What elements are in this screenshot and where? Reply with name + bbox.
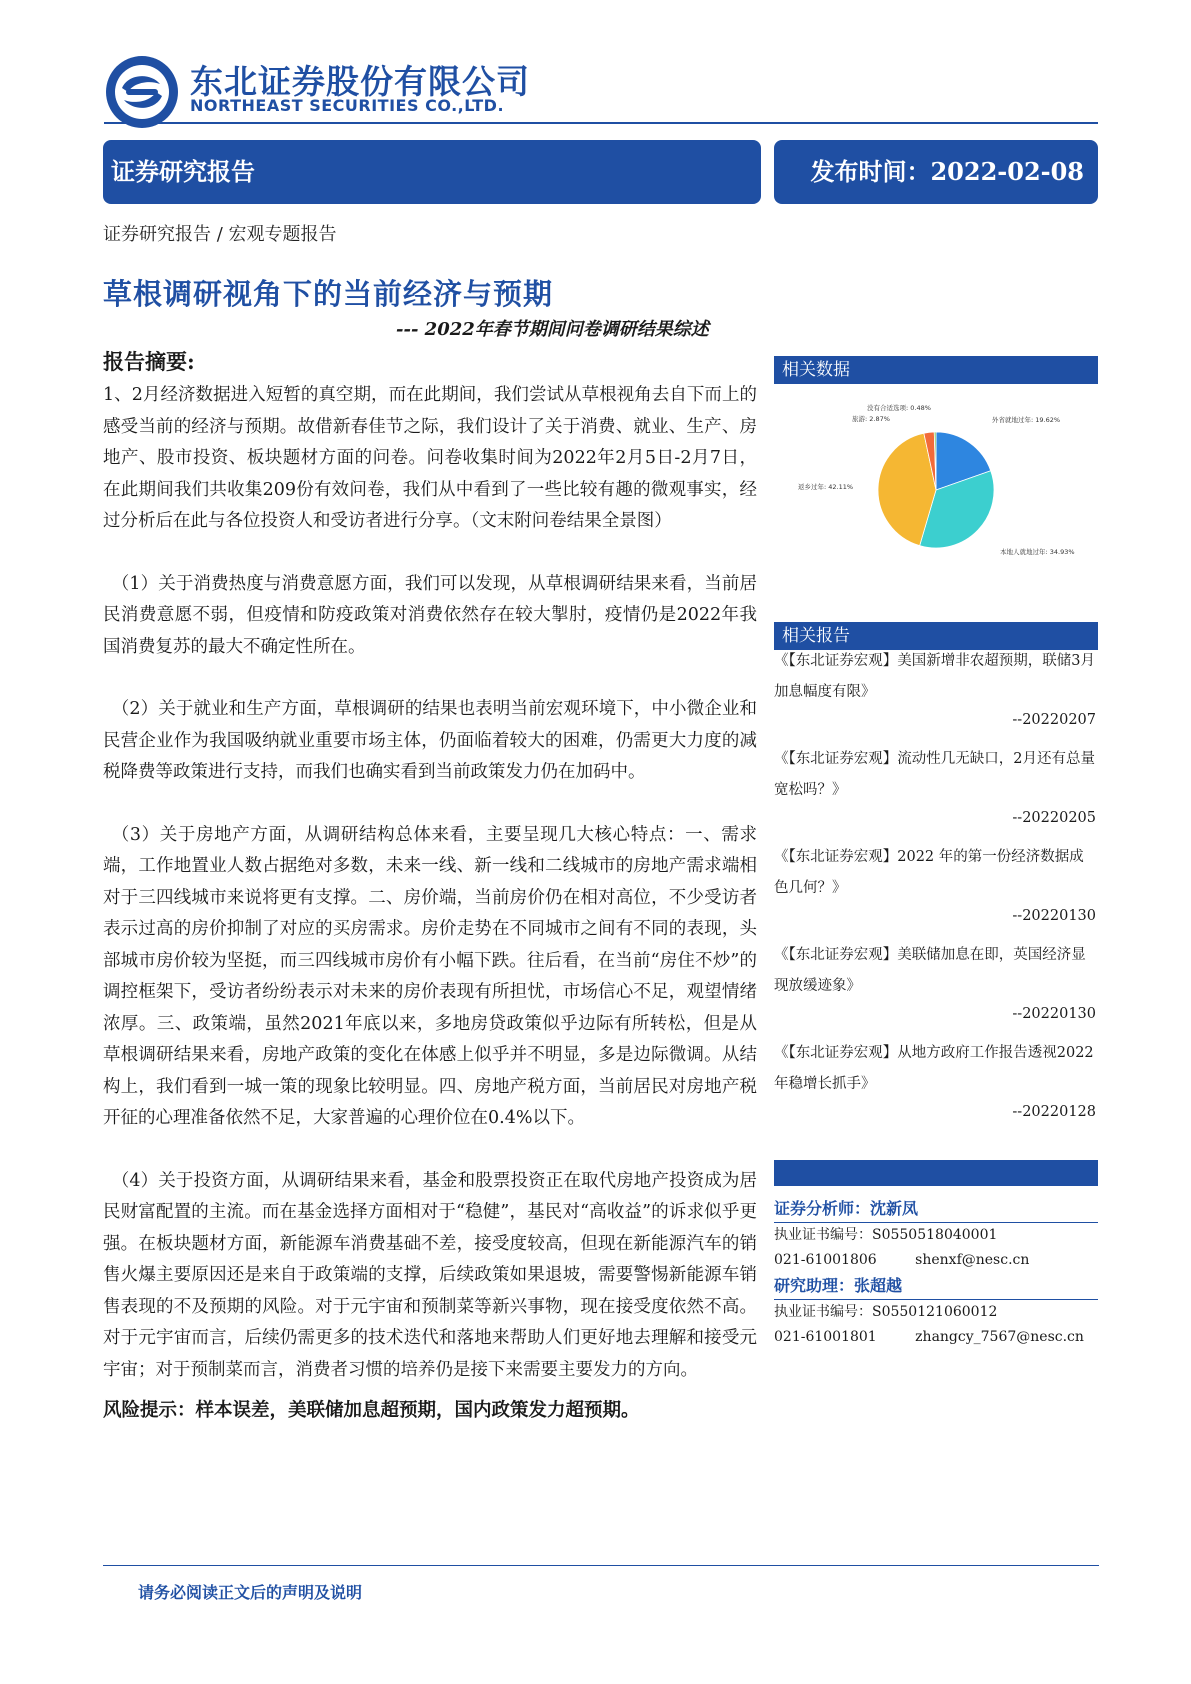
footer-divider bbox=[103, 1565, 1099, 1566]
report-item[interactable] bbox=[774, 646, 1098, 732]
pie-chart bbox=[774, 400, 1098, 570]
abstract-body bbox=[103, 380, 757, 1422]
abstract-heading: 报告摘要: bbox=[103, 349, 195, 374]
report-item[interactable] bbox=[774, 842, 1098, 928]
publish-date-label: 发布时间：2022-02-08 bbox=[810, 157, 1084, 186]
report-item-date: --20220205 bbox=[1012, 810, 1096, 826]
report-item-title: 《【东北证券宏观】流动性几无缺口，2月还有总量宽松吗？》 bbox=[774, 751, 1095, 798]
report-item-title: 《【东北证券宏观】从地方政府工作报告透视2022年稳增长抓手》 bbox=[774, 1045, 1094, 1092]
related-reports-header: 相关报告 bbox=[774, 622, 1098, 650]
abstract-paragraph: （4）关于投资方面，从调研结果来看，基金和股票投资正在取代房地产投资成为居民财富配置的主流。而在基金选择方面相对于“稳健”，基民对“高收益”的诉求似乎更强。在板块题材方面，新能源车消费基础不差，接受度较高，但现在新能源汽车的销售火爆主要原因还是来自于政策端的支撑，后续政策如果退坡，需要警惕新能源车销售表现的不及预期的风险。对于元宇宙和预制菜等新兴事物，现在接受度依然不高。对于元宇宙而言，后续仍需更多的技术迭代和落地来帮助人们更好地去理解和接受元宇宙；对于预制菜而言，消费者习惯的培养仍是接下来需要主要发力的方向。 bbox=[103, 1170, 757, 1380]
report-item-title: 《【东北证券宏观】2022 年的第一份经济数据成色几何？》 bbox=[774, 849, 1084, 896]
assistant-cert: 执业证书编号：S0550121060012 bbox=[774, 1304, 998, 1320]
abstract-paragraph: （1）关于消费热度与消费意愿方面，我们可以发现，从草根调研结果来看，当前居民消费意愿不弱，但疫情和防疫政策对消费依然存在较大掣肘，疫情仍是2022年我国消费复苏的最大不确定性所在。 bbox=[103, 573, 757, 657]
report-type-banner bbox=[103, 140, 761, 204]
breadcrumb: 证券研究报告 / 宏观专题报告 bbox=[103, 224, 337, 245]
analyst-phone: 021-61001806 bbox=[774, 1252, 877, 1268]
report-item-date: --20220207 bbox=[1012, 712, 1096, 728]
report-item-date: --20220130 bbox=[1012, 908, 1096, 924]
risk-warning: 风险提示：样本误差，美联储加息超预期，国内政策发力超预期。 bbox=[103, 1400, 640, 1421]
assistant-contact bbox=[774, 1325, 1104, 1350]
report-item[interactable] bbox=[774, 744, 1098, 830]
report-item-date: --20220128 bbox=[1012, 1104, 1096, 1120]
related-data-header: 相关数据 bbox=[774, 356, 1098, 384]
analyst-block bbox=[774, 1196, 1104, 1350]
abstract-paragraph: 1、2月经济数据进入短暂的真空期，而在此期间，我们尝试从草根视角去自下而上的感受当前的经济与预期。故借新春佳节之际，我们设计了关于消费、就业、生产、房地产、股市投资、板块题材方面的问卷。问卷收集时间为2022年2月5日-2月7日，在此期间我们共收集209份有效问卷，我们从中看到了一些比较有趣的微观事实，经过分析后在此与各位投资人和受访者进行分享。（文末附问卷结果全景图） bbox=[103, 385, 757, 531]
analyst-contact bbox=[774, 1248, 1104, 1273]
abstract-paragraph: （2）关于就业和生产方面，草根调研的结果也表明当前宏观环境下，中小微企业和民营企业作为我国吸纳就业重要市场主体，仍面临着较大的困难，仍需更大力度的减税降费等政策进行支持，而我们也确实看到当前政策发力仍在加码中。 bbox=[103, 699, 757, 782]
company-name-en: NORTHEAST SECURITIES CO.,LTD. bbox=[190, 96, 505, 115]
northeast-securities-logo bbox=[104, 54, 180, 130]
publish-date-banner bbox=[774, 140, 1098, 204]
report-item-title: 《【东北证券宏观】美国新增非农超预期，联储3月加息幅度有限》 bbox=[774, 653, 1095, 700]
header-divider bbox=[104, 122, 1098, 124]
abstract-paragraph: （3）关于房地产方面，从调研结构总体来看，主要呈现几大核心特点：一、需求端，工作地置业人数占据绝对多数，未来一线、新一线和二线城市的房地产需求端相对于三四线城市来说将更有支撑。二、房价端，当前房价仍在相对高位，不少受访者表示过高的房价抑制了对应的买房需求。房价走势在不同城市之间有不同的表现，头部城市房价较为坚挺，而三四线城市房价有小幅下跌。往后看，在当前“房住不炒”的调控框架下，受访者纷纷表示对未来的房价表现有所担忧，市场信心不足，观望情绪浓厚。三、政策端，虽然2021年底以来，多地房贷政策似乎边际有所转松，但是从草根调研结果来看，房地产政策的变化在体感上似乎并不明显，多是边际微调。从结构上，我们看到一城一策的现象比较明显。四、房地产税方面，当前居民对房地产税开征的心理准备依然不足，大家普遍的心理价位在0.4%以下。 bbox=[103, 824, 757, 1128]
report-item[interactable] bbox=[774, 940, 1098, 1026]
report-title: 草根调研视角下的当前经济与预期 bbox=[103, 277, 554, 311]
report-item-title: 《【东北证券宏观】美联储加息在即，英国经济显现放缓迹象》 bbox=[774, 947, 1086, 994]
pie-label-return-home: 返乡过年: 42.11% bbox=[798, 483, 854, 491]
analyst-cert: 执业证书编号：S0550518040001 bbox=[774, 1227, 998, 1243]
assistant-name: 研究助理：张超越 bbox=[774, 1273, 1098, 1300]
analyst-name: 证券分析师：沈新凤 bbox=[774, 1196, 1098, 1223]
company-name-cn: 东北证券股份有限公司 bbox=[190, 62, 530, 101]
pie-label-other-province: 外省就地过年: 19.62% bbox=[992, 416, 1061, 424]
assistant-email[interactable]: zhangcy_7567@nesc.cn bbox=[915, 1329, 1084, 1345]
analyst-email[interactable]: shenxf@nesc.cn bbox=[915, 1252, 1030, 1268]
analyst-section-bar bbox=[774, 1160, 1098, 1186]
report-item-date: --20220130 bbox=[1012, 1006, 1096, 1022]
footer-notice: 请务必阅读正文后的声明及说明 bbox=[138, 1583, 363, 1602]
pie-label-travel: 旅游: 2.87% bbox=[852, 415, 890, 423]
report-item[interactable] bbox=[774, 1038, 1098, 1124]
pie-label-no-option: 没有合适选项: 0.48% bbox=[867, 404, 931, 412]
pie-label-local: 本地人就地过年: 34.93% bbox=[1000, 548, 1075, 556]
report-type-label: 证券研究报告 bbox=[111, 157, 255, 186]
related-reports-list bbox=[774, 646, 1098, 1136]
assistant-phone: 021-61001801 bbox=[774, 1329, 877, 1345]
report-subtitle: --- 2022年春节期间问卷调研结果综述 bbox=[396, 319, 709, 340]
